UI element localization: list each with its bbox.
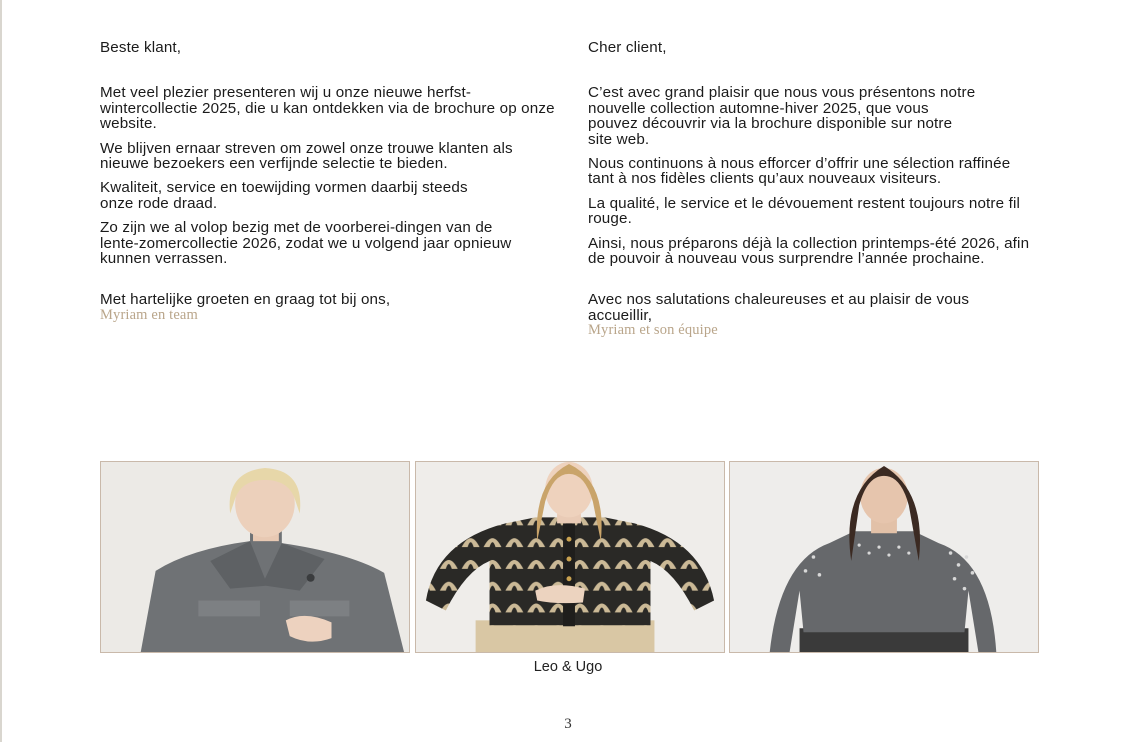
french-paragraph-2: Nous continuons à nous efforcer d’offrir une sélection raffinée tant à nos fidèles clients qu’aux nouveaux visiteurs.: [588, 155, 1011, 188]
french-closing: Avec nos salutations chaleureuses et au plaisir de vous accueillir,: [588, 291, 970, 324]
french-paragraph-1: C’est avec grand plaisir que nous vous présentons notre nouvelle collection automne-hiver 2025, que vous pouvez découvrir via la brochure disponible sur notre site web.: [588, 84, 976, 148]
dutch-paragraph-4: Zo zijn we al volop bezig met de voorberei-dingen van de lente-zomercollectie 2026, zodat we u volgend jaar opnieuw kunnen verrassen.: [100, 219, 512, 268]
dutch-greeting: Beste klant,: [100, 39, 182, 56]
dutch-closing: Met hartelijke groeten en graag tot bij ons,: [100, 291, 391, 309]
photo-model-grey-jacket: [100, 461, 410, 653]
dutch-paragraph-2: We blijven ernaar streven om zowel onze trouwe klanten als nieuwe bezoekers een verfijnde selectie te bieden.: [100, 139, 513, 173]
french-paragraph-3: La qualité, le service et le dévouement restent toujours notre fil rouge.: [588, 194, 1021, 228]
photo-model-patterned-cardigan: [415, 461, 725, 653]
french-paragraph-4: Ainsi, nous préparons déjà la collection printemps-été 2026, afin de pouvoir à nouveau vous surprendre l’année prochaine.: [588, 234, 1030, 268]
dutch-paragraph-3: Kwaliteit, service en toewijding vormen daarbij steeds onze rode draad.: [100, 179, 468, 212]
french-signature: Myriam et son équipe: [588, 322, 718, 339]
photo-caption: Leo & Ugo: [533, 659, 603, 675]
dutch-paragraph-1: Met veel plezier presenteren wij u onze nieuwe herfst-wintercollectie 2025, die u kan ontdekken via de brochure op onze website.: [100, 84, 555, 133]
page-number: 3: [564, 716, 572, 732]
french-letter: [588, 40, 1038, 338]
french-greeting: Cher client,: [588, 39, 667, 56]
page-edge-line: [0, 0, 2, 742]
dutch-signature: Myriam en team: [100, 306, 198, 323]
photo-model-embellished-sweater: [729, 461, 1039, 653]
dutch-letter: [100, 39, 555, 323]
